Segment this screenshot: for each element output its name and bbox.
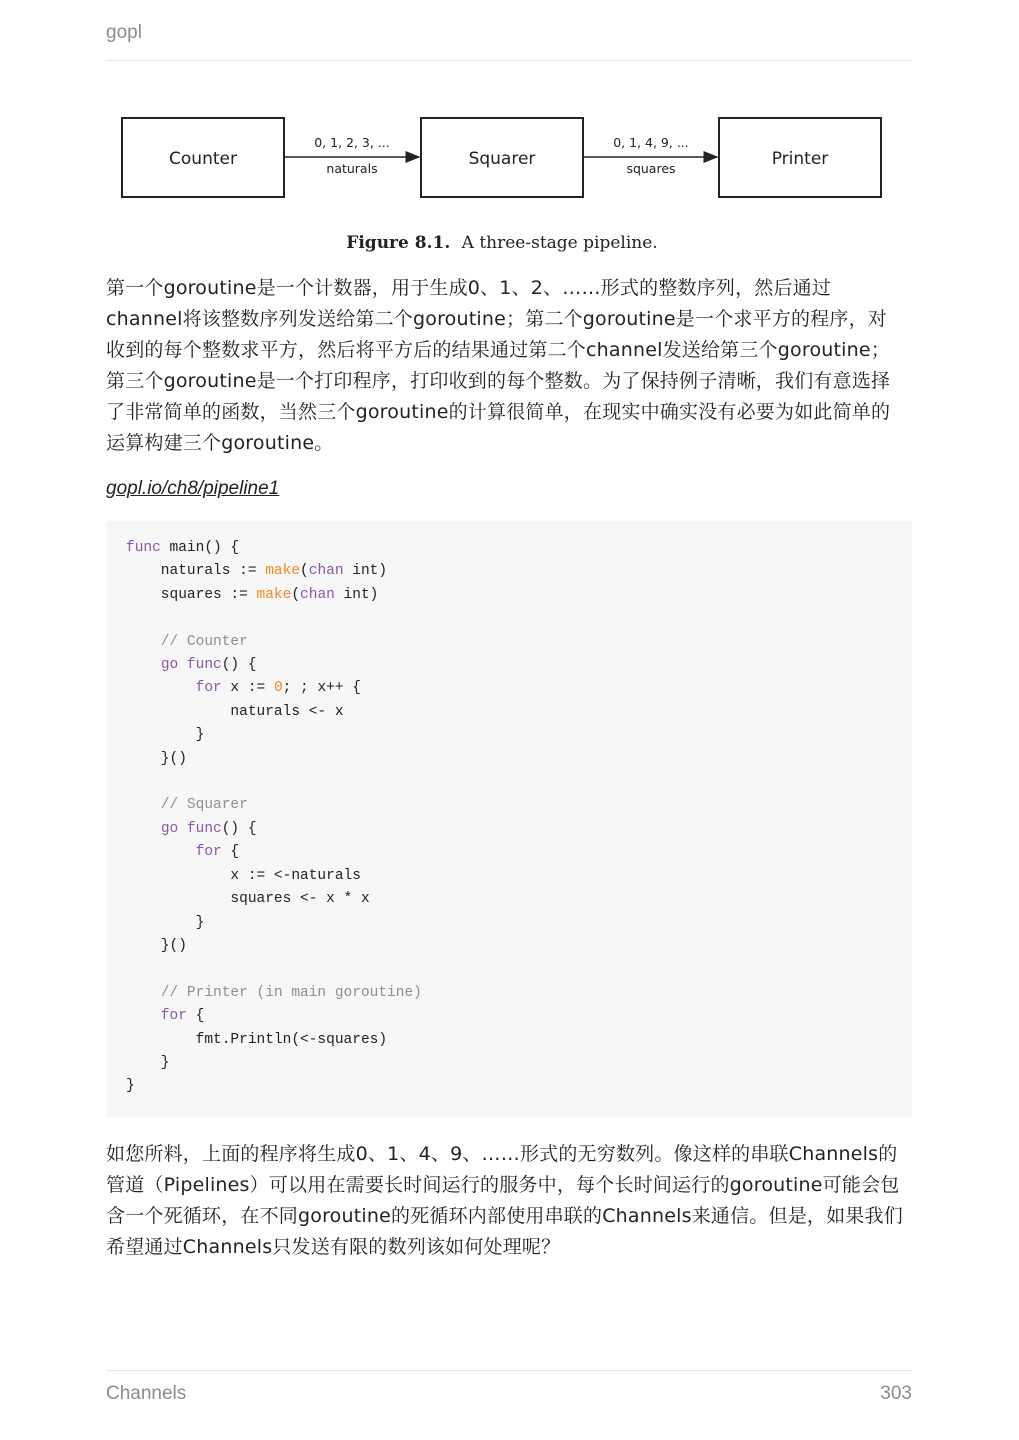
code-line [126,938,187,954]
code-token: go [160,820,179,837]
code-token [126,657,161,673]
code-token [178,821,187,837]
code-token: for [160,1008,187,1025]
figure-caption-number: Figure 8.1. [346,233,451,253]
body-paragraph-1: 第一个goroutine是一个计数器，用于生成0、1、2、……形式的整数序列，然后通过channel将该整数序列发送给第二个goroutine；第二个goroutine是一个求平方的程序，对收到的每个整数求平方，然后将平方后的结果通过第二个channel发送给第三个goroutine；第三个goroutine是一个打印程序，打印收到的每个整数。为了保持例子清晰，我们有意选择了非常简单的函数，当然三个goroutine的计算很简单，在现实中确实没有必要为如此简单的运算构建三个goroutine。 [106,277,891,454]
code-token: } [126,1078,135,1095]
code-token [126,680,196,696]
body-paragraph-2: 如您所料，上面的程序将生成0、1、4、9、……形式的无穷数列。像这样的串联Channels的管道（Pipelines）可以用在需要长时间运行的服务中，每个长时间运行的goroutine可能会包含一个死循环，在不同goroutine的死循环内部使用串联的Channels来通信。但是，如果我们希望通过Channels只发送有限的数列该如何处理呢？ [106,1143,903,1258]
code-line [126,587,378,603]
code-line [126,1055,170,1071]
code-token: x := <-naturals [126,867,361,884]
code-token: { [186,1008,205,1025]
squares-label: squares [626,161,676,176]
squarer-label: Squarer [468,149,536,169]
footer-divider [106,1370,912,1371]
code-line [126,821,257,837]
code-token: }() [126,750,187,767]
code-token: for [195,844,222,861]
pipeline-diagram [106,108,912,258]
header-divider [106,60,912,61]
code-token: func [186,820,222,837]
running-header: gopl [106,22,142,43]
figure-caption [346,233,657,253]
code-token: chan [300,586,335,603]
code-line [126,868,361,884]
code-token [126,821,161,837]
code-token: squares := [126,586,257,603]
code-line [126,657,257,673]
naturals-values: 0, 1, 2, 3, ... [314,135,390,150]
figure-caption-text: A three-stage pipeline. [461,233,658,253]
code-line [126,985,422,1001]
code-token: int) [343,563,388,580]
code-token: chan [308,563,344,580]
code-line [126,1008,204,1024]
page-number: 303 [880,1383,912,1404]
code-token: ; ; x++ { [282,680,361,697]
code-line [126,634,248,650]
code-token: } [126,914,205,931]
code-token: naturals <- x [126,703,344,720]
code-line [126,727,204,743]
code-token: squares <- x * x [126,891,370,908]
code-token: () { [221,657,257,674]
code-token: () { [221,820,257,837]
printer-label: Printer [771,149,829,169]
code-token: naturals := [126,563,266,580]
code-token: make [256,586,292,603]
footer-chapter: Channels [106,1383,187,1404]
code-line [126,844,239,860]
code-line [126,540,239,556]
code-token: ( [291,586,301,603]
code-token: fmt.Println(<-squares) [126,1031,388,1048]
code-token: int) [334,586,379,603]
code-token: } [126,727,205,744]
code-token [126,844,196,860]
code-token: // Printer (in main goroutine) [126,984,422,1001]
code-token: 0 [273,680,283,697]
code-token: ( [300,563,309,580]
code-token: x := [221,680,274,697]
code-token: } [126,1054,170,1071]
squares-values: 0, 1, 4, 9, ... [613,135,689,150]
code-token: // Counter [126,633,248,650]
code-token: }() [126,937,187,954]
code-token: { [221,844,240,861]
code-line [126,680,361,696]
code-line [126,1078,135,1094]
code-line [126,891,370,907]
code-token: // Squarer [126,797,248,814]
code-token: make [265,563,301,580]
naturals-label: naturals [326,161,378,176]
code-line [126,915,204,931]
code-line [126,563,387,579]
code-token [126,1008,161,1024]
source-link[interactable]: gopl.io/ch8/pipeline1 [106,478,280,499]
code-listing [126,537,892,1099]
code-block [106,521,912,1117]
code-line [126,797,248,813]
counter-label: Counter [169,149,237,169]
code-token: go [160,657,179,674]
code-line [126,751,187,767]
code-token: for [195,680,222,697]
code-token [178,657,187,673]
code-line [126,1032,387,1048]
pipeline-figure [106,108,912,258]
code-token: func [186,657,222,674]
code-line [126,704,344,720]
code-token: main() { [160,540,240,556]
code-token: func [126,540,161,556]
